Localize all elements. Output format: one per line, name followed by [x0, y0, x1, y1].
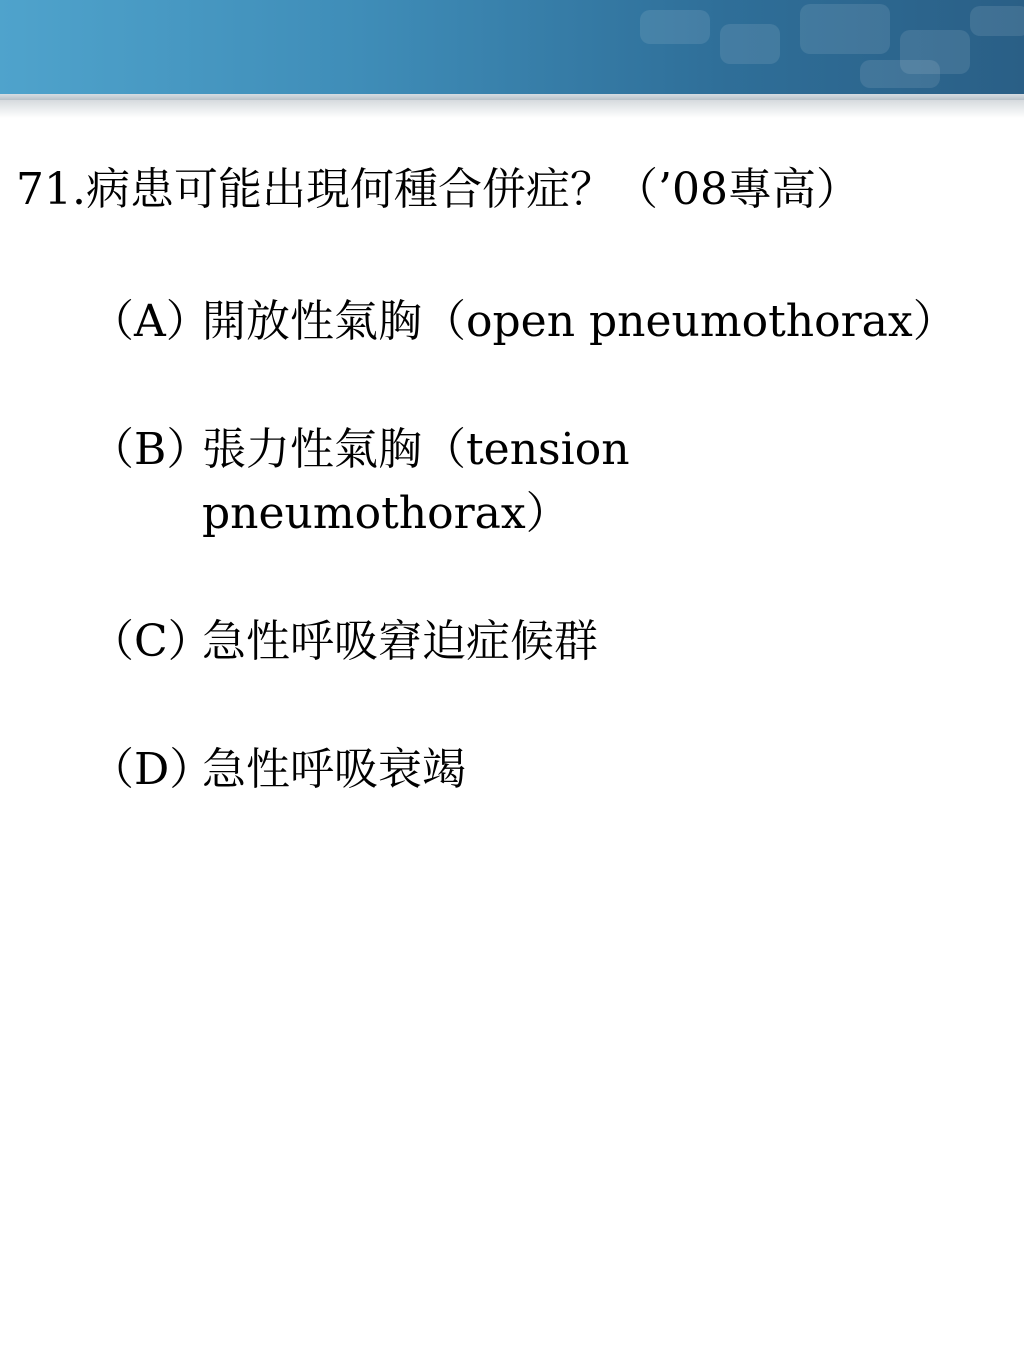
- option-text: 急性呼吸窘迫症候群: [202, 616, 598, 667]
- option-letter: （A）: [90, 296, 210, 347]
- option-a[interactable]: [90, 290, 1010, 354]
- option-text: 張力性氣胸（tension pneumothorax）: [202, 424, 630, 539]
- banner-decor-tile: [720, 24, 780, 64]
- header-banner: [0, 0, 1024, 94]
- option-b[interactable]: [90, 418, 1010, 546]
- banner-decor-tile: [970, 6, 1024, 36]
- options-list: [90, 290, 1010, 866]
- option-letter: （D）: [90, 744, 214, 795]
- banner-decor-tile: [640, 10, 710, 44]
- question-text: 71.病患可能出現何種合併症？（’08專高）: [16, 164, 860, 215]
- option-d[interactable]: [90, 738, 1010, 802]
- banner-decor-tile: [860, 60, 940, 88]
- header-shadow: [0, 100, 1024, 118]
- option-letter: （B）: [90, 424, 211, 475]
- option-letter: （C）: [90, 616, 212, 667]
- option-text: 急性呼吸衰竭: [202, 744, 466, 795]
- banner-decor-tile: [800, 4, 890, 54]
- option-c[interactable]: [90, 610, 1010, 674]
- option-text: 開放性氣胸（open pneumothorax）: [202, 296, 957, 347]
